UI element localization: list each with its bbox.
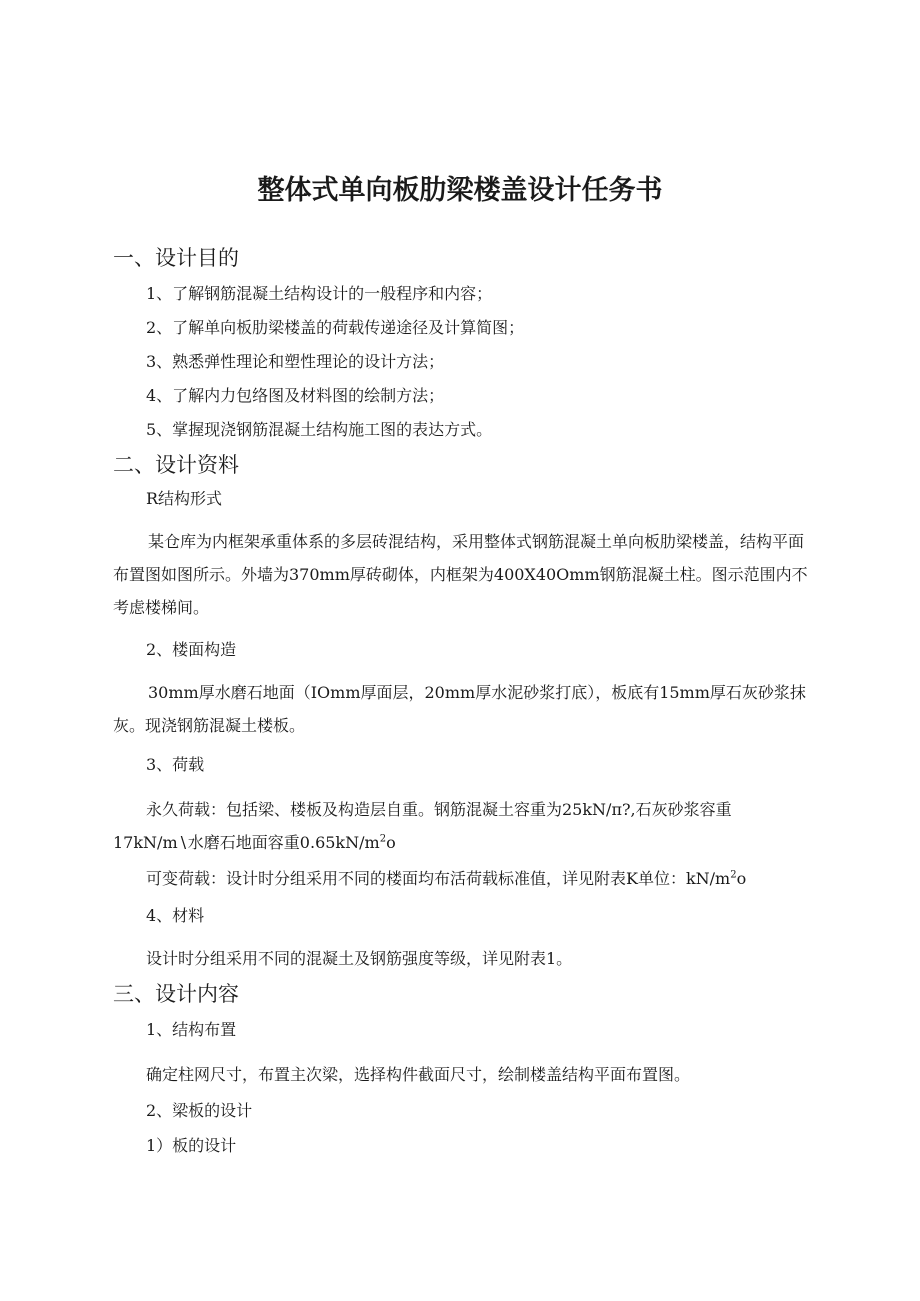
purpose-item-1: 1、了解钢筋混凝土结构设计的一般程序和内容； xyxy=(146,284,493,303)
paragraph-structural-layout: 确定柱网尺寸，布置主次梁，选择构件截面尺寸，绘制楼盖结构平面布置图。 xyxy=(146,1065,691,1084)
subheading-materials: 4、材料 xyxy=(146,906,205,925)
paragraph-structure-form-text: 某仓库为内框架承重体系的多层砖混结构，采用整体式钢筋混凝土单向板肋梁楼盖，结构平面布置图如图所示。外墙为370mm厚砖砌体，内框架为400X40Omm钢筋混凝土柱。图示范围内不考虑楼梯间。 xyxy=(113,532,808,617)
section-heading-purpose: 一、设计目的 xyxy=(113,246,239,270)
document-title: 整体式单向板肋梁楼盖设计任务书 xyxy=(257,175,663,206)
superscript-2b: 2 xyxy=(730,869,737,881)
paragraph-floor-construction xyxy=(113,676,816,742)
paragraph-variable-load xyxy=(146,866,746,889)
superscript-2: 2 xyxy=(379,833,387,845)
subheading-slab-design: 1）板的设计 xyxy=(146,1136,237,1155)
section-heading-content: 三、设计内容 xyxy=(113,982,239,1006)
purpose-item-3: 3、熟悉弹性理论和塑性理论的设计方法； xyxy=(146,352,445,371)
subheading-floor-construction: 2、楼面构造 xyxy=(146,640,237,659)
subheading-structural-layout: 1、结构布置 xyxy=(146,1020,237,1039)
paragraph-materials: 设计时分组采用不同的混凝土及钢筋强度等级，详见附表1。 xyxy=(146,949,573,968)
paragraph-floor-construction-text: 30mm厚水磨石地面（IOmm厚面层，20mm厚水泥砂浆打底），板底有15mm厚石灰砂浆抹灰。现浇钢筋混凝土楼板。 xyxy=(113,683,806,735)
subheading-loads: 3、荷载 xyxy=(146,755,205,774)
permanent-load-line2-end: o xyxy=(386,833,396,852)
paragraph-permanent-load-line1: 永久荷载：包括梁、楼板及构造层自重。钢筋混凝土容重为25kN∕π?,石灰砂浆容重 xyxy=(146,800,732,819)
subheading-structure-form: R结构形式 xyxy=(146,489,223,508)
variable-load-text: 可变荷载：设计时分组采用不同的楼面均布活荷载标准值，详见附表K单位：kN∕m xyxy=(146,869,731,888)
purpose-item-2: 2、了解单向板肋梁楼盖的荷载传递途径及计算简图； xyxy=(146,318,525,337)
paragraph-structure-form xyxy=(113,525,816,624)
subheading-beam-slab-design: 2、梁板的设计 xyxy=(146,1101,253,1120)
purpose-item-4: 4、了解内力包络图及材料图的绘制方法； xyxy=(146,386,445,405)
variable-load-end: o xyxy=(736,869,747,888)
paragraph-permanent-load-line2 xyxy=(113,830,396,853)
purpose-item-5: 5、掌握现浇钢筋混凝土结构施工图的表达方式。 xyxy=(146,420,493,439)
section-heading-materials: 二、设计资料 xyxy=(113,453,239,477)
permanent-load-line2-text: 17kN∕m∖水磨石地面容重0.65kN∕m xyxy=(113,833,380,852)
